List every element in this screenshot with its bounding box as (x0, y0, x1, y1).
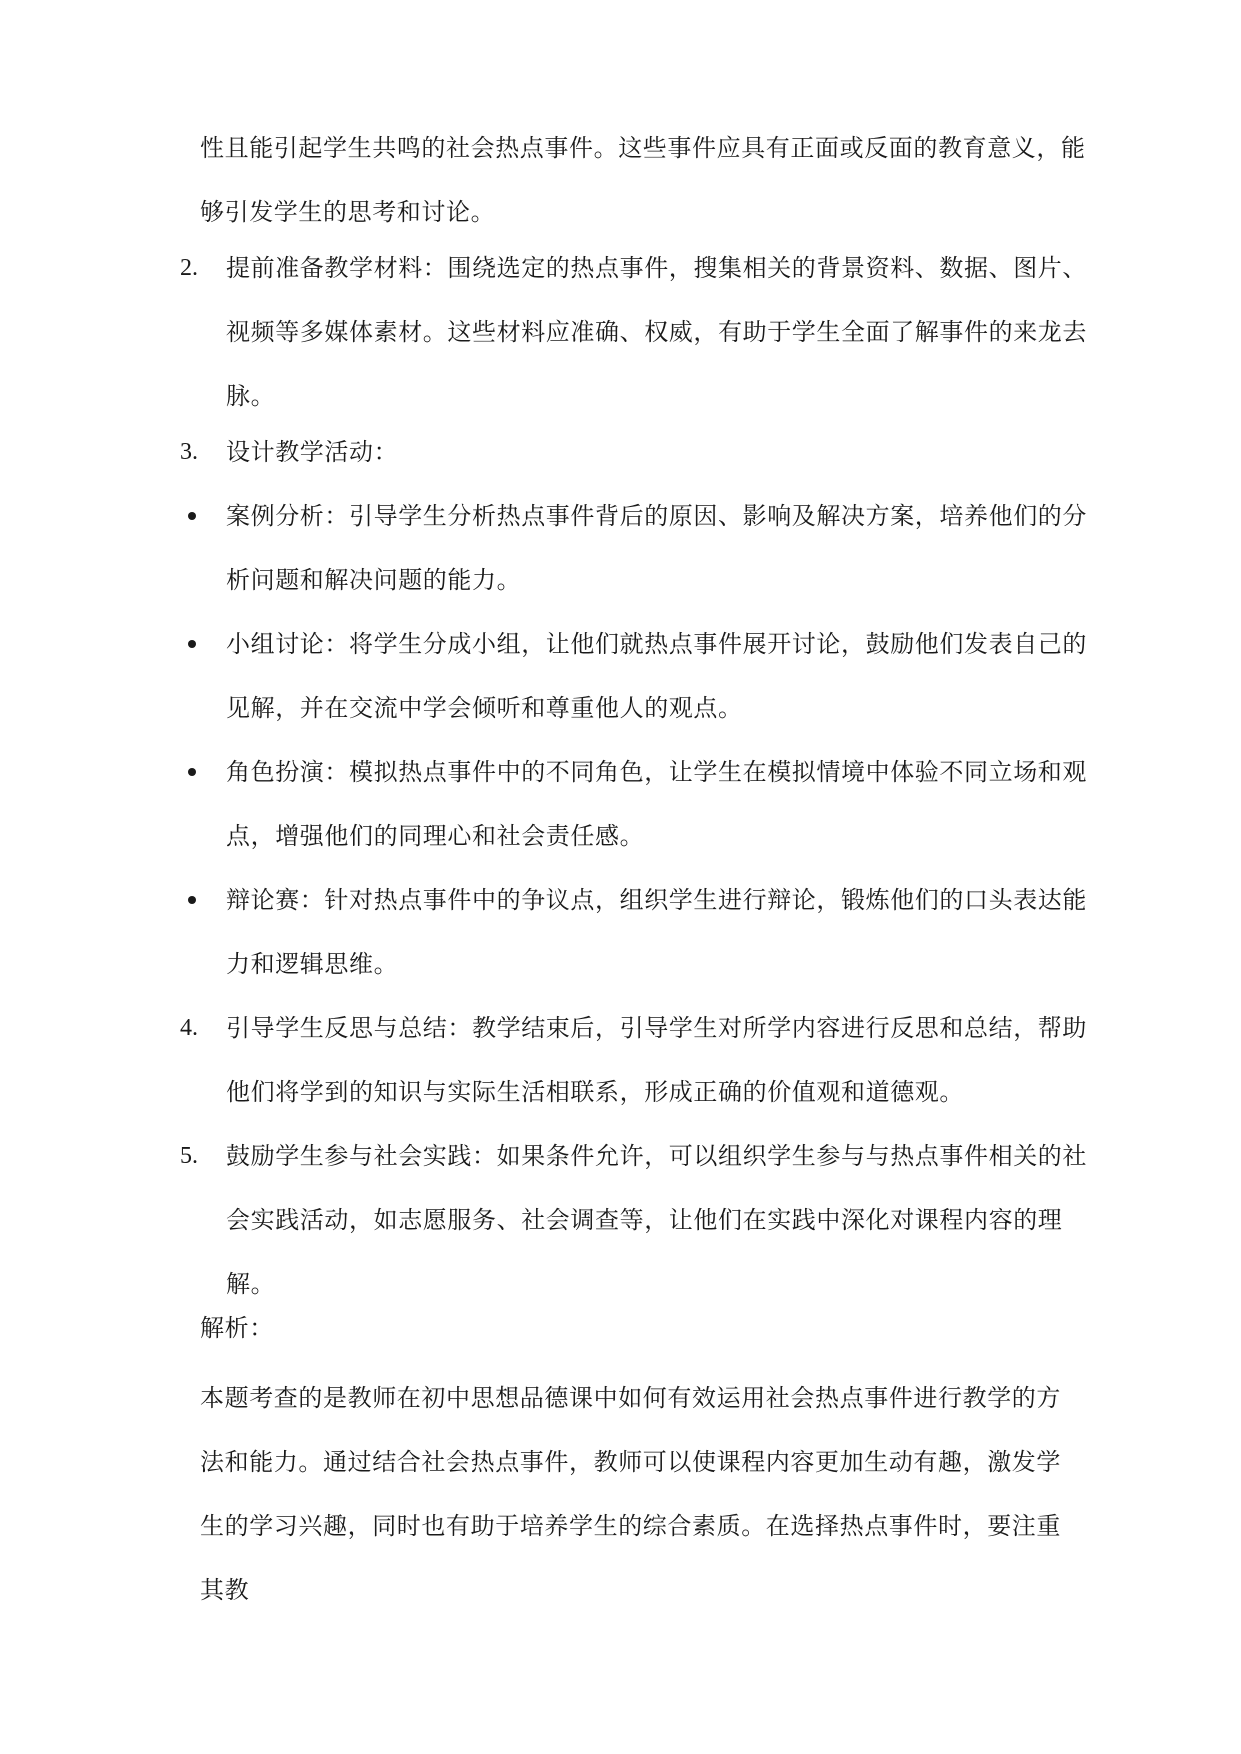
bullet-item-text: 小组讨论：将学生分成小组，让他们就热点事件展开讨论，鼓励他们发表自己的见解，并在交流中学会倾听和尊重他人的观点。 (226, 630, 1087, 722)
analysis-paragraph: 本题考查的是教师在初中思想品德课中如何有效运用社会热点事件进行教学的方法和能力。通过结合社会热点事件，教师可以使课程内容更加生动有趣，激发学生的学习兴趣，同时也有助于培养学生的综合素质。在选择热点事件时，要注重其教 (200, 1384, 1061, 1604)
list-marker: 5. (180, 1143, 198, 1169)
list-item-2 (180, 236, 1110, 428)
continuation-paragraph: 性且能引起学生共鸣的社会热点事件。这些事件应具有正面或反面的教育意义，能够引发学生的思考和讨论。 (200, 134, 1086, 226)
bullet-item-text: 辩论赛：针对热点事件中的争议点，组织学生进行辩论，锻炼他们的口头表达能力和逻辑思维。 (226, 886, 1087, 978)
list-item-5 (180, 1124, 1110, 1316)
list-item-text: 鼓励学生参与社会实践：如果条件允许，可以组织学生参与与热点事件相关的社会实践活动，如志愿服务、社会调查等，让他们在实践中深化对课程内容的理解。 (226, 1142, 1087, 1298)
list-item-3 (180, 420, 1110, 484)
bullet-item-debate (180, 868, 1110, 996)
bullet-icon (188, 896, 196, 904)
list-item-text: 提前准备教学材料：围绕选定的热点事件，搜集相关的背景资料、数据、图片、视频等多媒体素材。这些材料应准确、权威，有助于学生全面了解事件的来龙去脉。 (226, 254, 1087, 410)
bullet-icon (188, 768, 196, 776)
bullet-item-text: 案例分析：引导学生分析热点事件背后的原因、影响及解决方案，培养他们的分析问题和解决问题的能力。 (226, 502, 1087, 594)
bullet-item-text: 角色扮演：模拟热点事件中的不同角色，让学生在模拟情境中体验不同立场和观点，增强他们的同理心和社会责任感。 (226, 758, 1087, 850)
list-item-4 (180, 996, 1110, 1124)
bullet-item-role-play (180, 740, 1110, 868)
list-marker: 2. (180, 255, 198, 281)
list-marker: 4. (180, 1015, 198, 1041)
bullet-icon (188, 512, 196, 520)
list-item-text: 设计教学活动： (226, 438, 399, 466)
analysis-label: 解析： (200, 1314, 274, 1342)
bullet-item-case-analysis (180, 484, 1110, 612)
list-marker: 3. (180, 439, 198, 465)
bullet-icon (188, 640, 196, 648)
bullet-item-group-discussion (180, 612, 1110, 740)
list-item-text: 引导学生反思与总结：教学结束后，引导学生对所学内容进行反思和总结，帮助他们将学到的知识与实际生活相联系，形成正确的价值观和道德观。 (226, 1014, 1087, 1106)
